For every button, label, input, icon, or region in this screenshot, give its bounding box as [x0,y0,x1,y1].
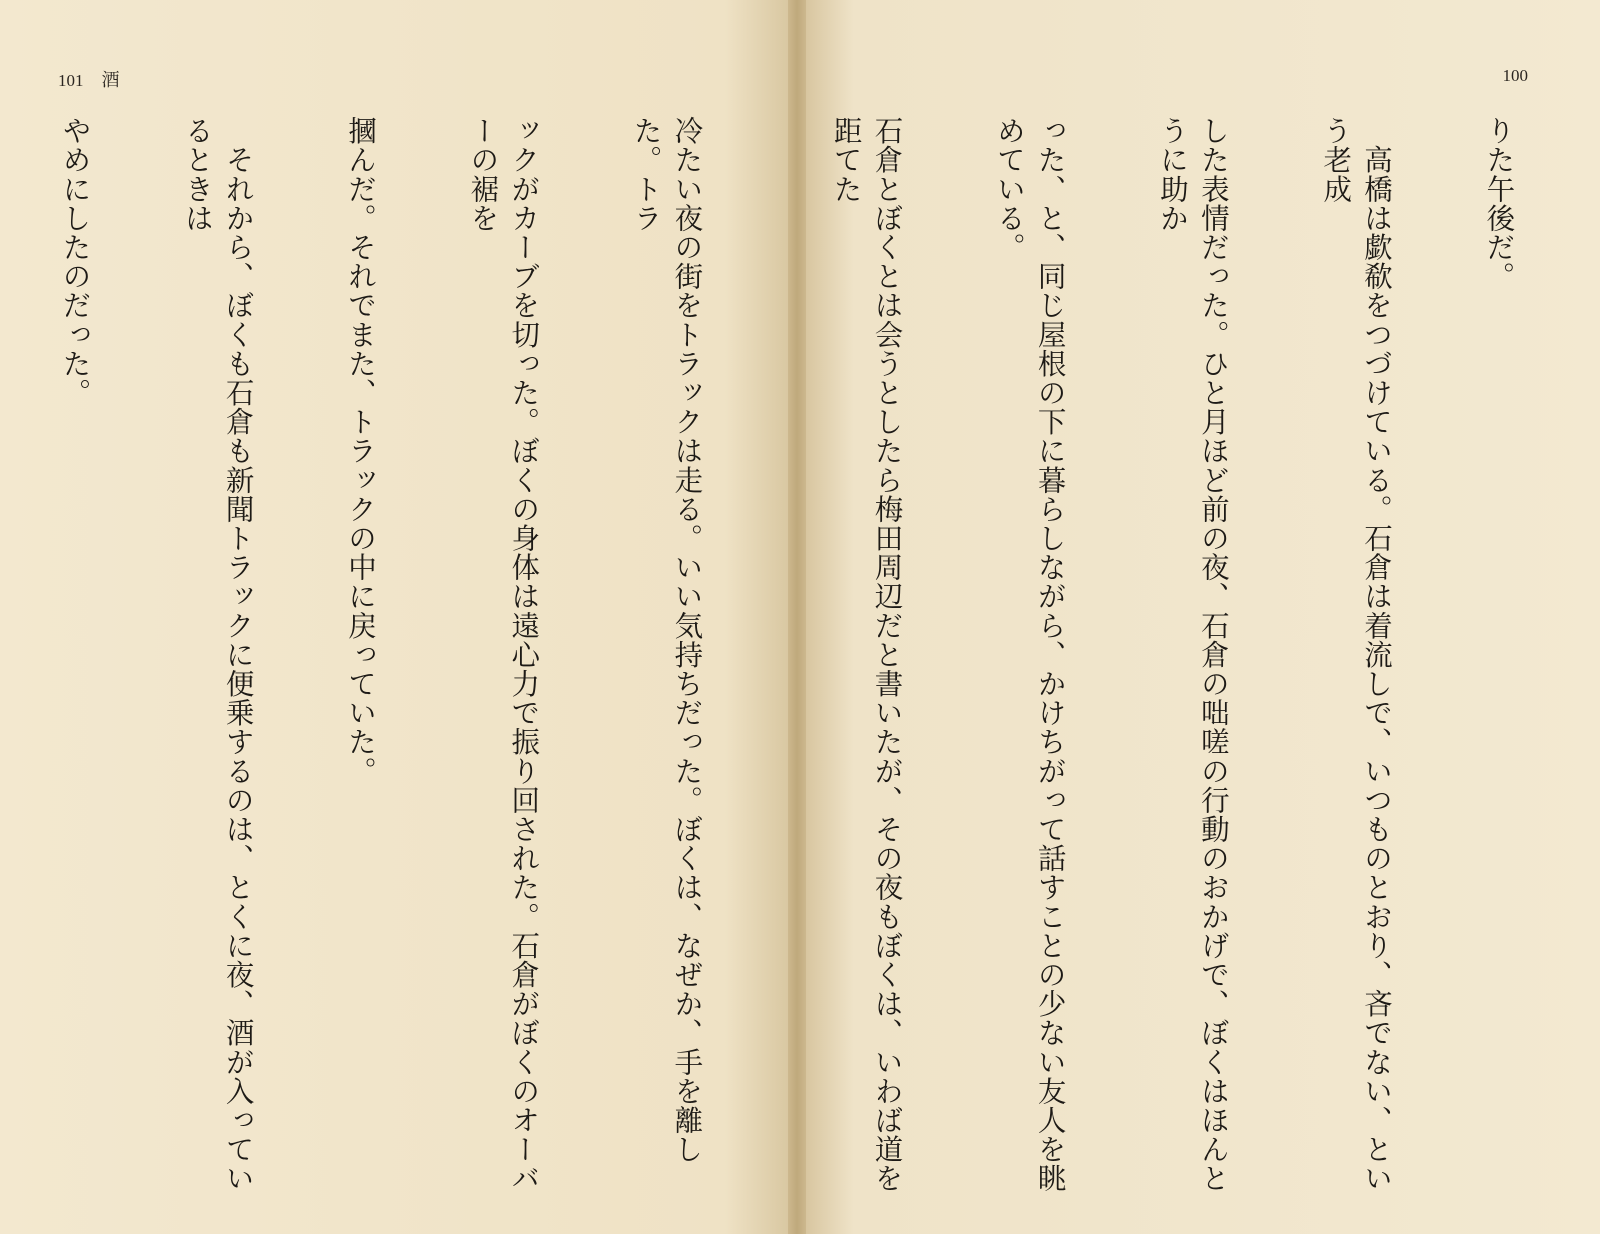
left-page-number: 101 [58,71,84,90]
chapter-title: 酒 [101,70,120,90]
left-page-header [58,66,120,92]
text-line: ックがカーブを切った。ぼくの身体は遠心力で振り回された。石倉がぼくのオーバーの裾を [466,116,541,1193]
book-gutter [788,0,806,1234]
text-line: 摑んだ。それでまた、トラックの中に戻っていた。 [344,116,378,786]
text-line: やめにしたのだった。 [58,116,92,407]
text-line: 冷たい夜の街をトラックは走る。いい気持ちだった。ぼくは、なぜか、手を離した。トラ [629,116,704,1164]
right-page-number: 100 [1502,66,1528,85]
text-line: った、と、同じ屋根の下に暮らしながら、かけちがって話すことの少ない友人を眺めている。 [992,116,1067,1193]
text-line: りた午後だ。 [1482,116,1516,291]
text-line: それから、ぼくも石倉も新聞トラックに便乗するのは、とくに夜、酒が入っているときは [180,116,255,1193]
right-page-header [1503,66,1529,86]
text-line: 高橋は歔欷をつづけている。石倉は着流しで、いつものとおり、吝でない、という老成 [1319,116,1394,1193]
left-page-body [0,116,788,1216]
right-page [806,0,1600,1234]
left-page [0,0,788,1234]
text-line: 石倉とぼくとは会うとしたら梅田周辺だと書いたが、その夜もぼくは、いわば道を距てた [829,116,904,1193]
right-page-body [806,116,1600,1216]
text-line: した表情だった。ひと月ほど前の夜、石倉の咄嗟の行動のおかげで、ぼくはほんとうに助か [1156,116,1230,1193]
